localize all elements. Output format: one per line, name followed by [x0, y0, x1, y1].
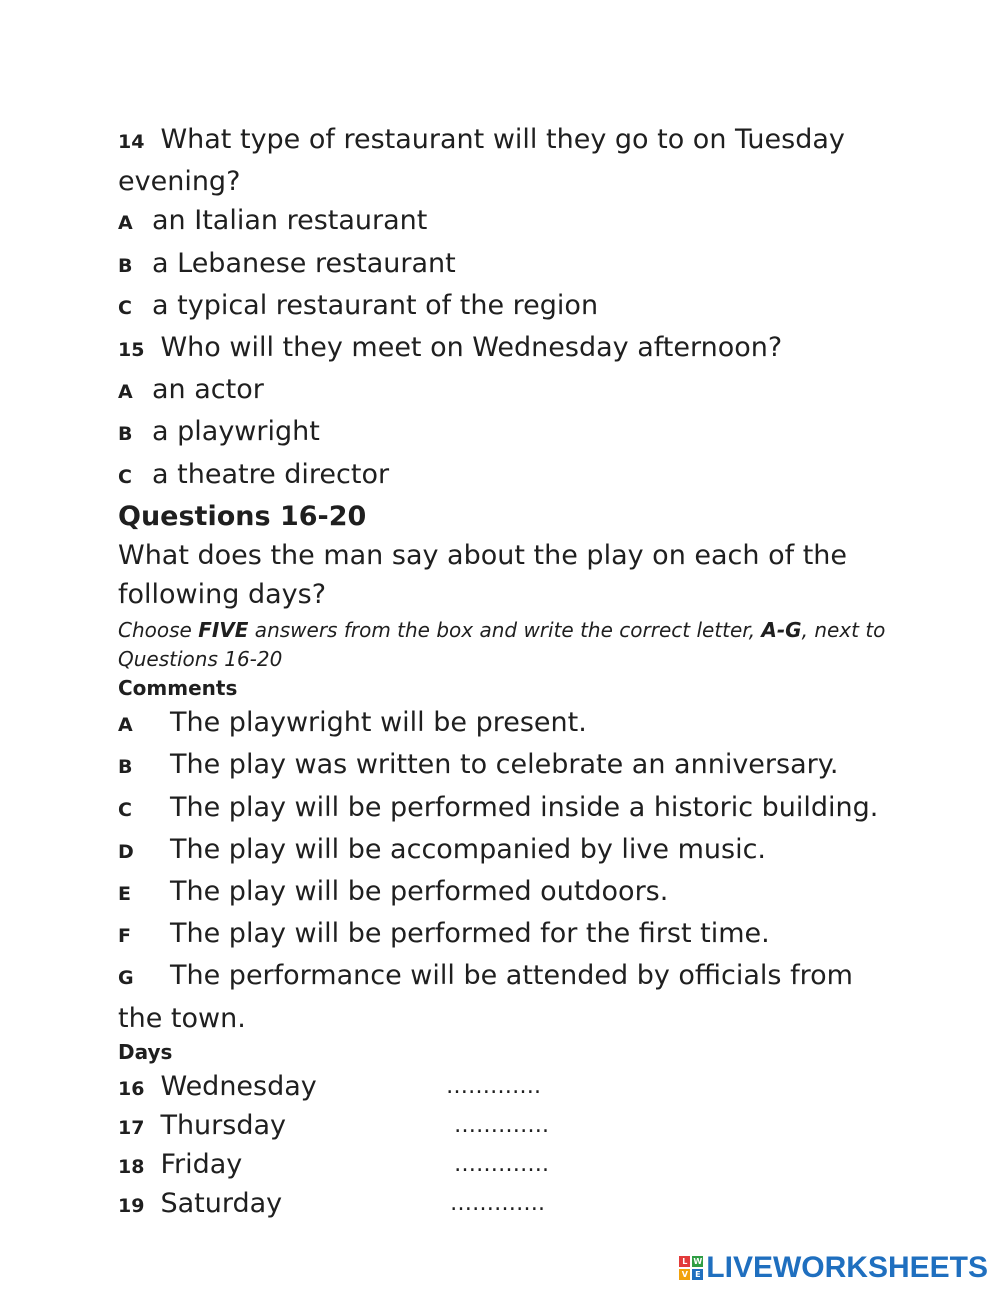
- q14-option-b: [118, 244, 898, 286]
- option-text: a theatre director: [152, 458, 390, 490]
- q15-option-c: [118, 455, 898, 497]
- comment-a: A The playwright will be present.: [118, 707, 587, 739]
- option-letter: A: [118, 212, 133, 235]
- q14-option-a: [118, 201, 898, 243]
- option-letter: B: [118, 423, 133, 446]
- worksheet-page: [118, 120, 898, 1224]
- q14-option-c: [118, 286, 898, 328]
- liveworksheets-icon: L W V E: [679, 1256, 703, 1280]
- option-text: a typical restaurant of the region: [152, 289, 599, 321]
- question-number: 17: [118, 1117, 145, 1140]
- comment-c: C The play will be performed inside a historic building.: [118, 791, 879, 823]
- option-text: a playwright: [152, 416, 320, 448]
- brand-name: LIVEWORKSHEETS: [706, 1251, 988, 1284]
- instructions: Choose FIVE answers from the box and write the correct letter, A-G, next to Questions 16-20: [118, 618, 886, 672]
- day-name: Friday: [160, 1149, 243, 1181]
- answer-blank[interactable]: ………….: [454, 1113, 549, 1139]
- comment-d: D The play will be accompanied by live music.: [118, 833, 767, 865]
- option-letter: C: [118, 465, 132, 488]
- comment-f: F The play will be performed for the first time.: [118, 918, 770, 950]
- comment-b: B The play was written to celebrate an anniversary.: [118, 749, 839, 781]
- day-row-16: [118, 1067, 898, 1106]
- question-15: [118, 328, 898, 370]
- comments-list: [118, 703, 898, 1038]
- option-letter: B: [118, 254, 133, 277]
- question-text: What type of restaurant will they go to on Tuesday evening?: [118, 124, 845, 198]
- option-text: a Lebanese restaurant: [152, 247, 456, 279]
- question-number: 18: [118, 1156, 145, 1179]
- section-question: What does the man say about the play on each of the following days?: [118, 539, 847, 611]
- liveworksheets-logo: [679, 1248, 988, 1288]
- question-number: 15: [118, 339, 145, 362]
- q15-option-b: [118, 412, 898, 454]
- question-number: 14: [118, 131, 145, 153]
- answer-blank[interactable]: ………….: [446, 1073, 541, 1099]
- answer-blank[interactable]: ………….: [454, 1152, 549, 1178]
- q15-option-a: [118, 370, 898, 412]
- day-name: Thursday: [160, 1110, 287, 1142]
- option-letter: C: [118, 296, 132, 319]
- question-number: 19: [118, 1195, 145, 1218]
- days-list: [118, 1067, 898, 1224]
- comment-e: E The play will be performed outdoors.: [118, 876, 669, 908]
- day-row-17: [118, 1106, 898, 1145]
- day-row-18: [118, 1145, 898, 1184]
- option-text: an Italian restaurant: [152, 205, 428, 237]
- day-row-19: [118, 1184, 898, 1223]
- section-heading: Questions 16-20: [118, 500, 367, 532]
- option-text: an actor: [152, 374, 264, 406]
- day-name: Saturday: [160, 1188, 283, 1220]
- question-14: [118, 120, 898, 201]
- answer-blank[interactable]: ………….: [450, 1191, 545, 1217]
- question-number: 16: [118, 1077, 145, 1100]
- day-name: Wednesday: [160, 1070, 317, 1102]
- days-label: Days: [118, 1039, 173, 1064]
- comment-g: G The performance will be attended by officials from the town.: [118, 960, 853, 1034]
- comments-label: Comments: [118, 676, 238, 701]
- question-text: Who will they meet on Wednesday afternoon?: [160, 332, 783, 364]
- option-letter: A: [118, 381, 133, 404]
